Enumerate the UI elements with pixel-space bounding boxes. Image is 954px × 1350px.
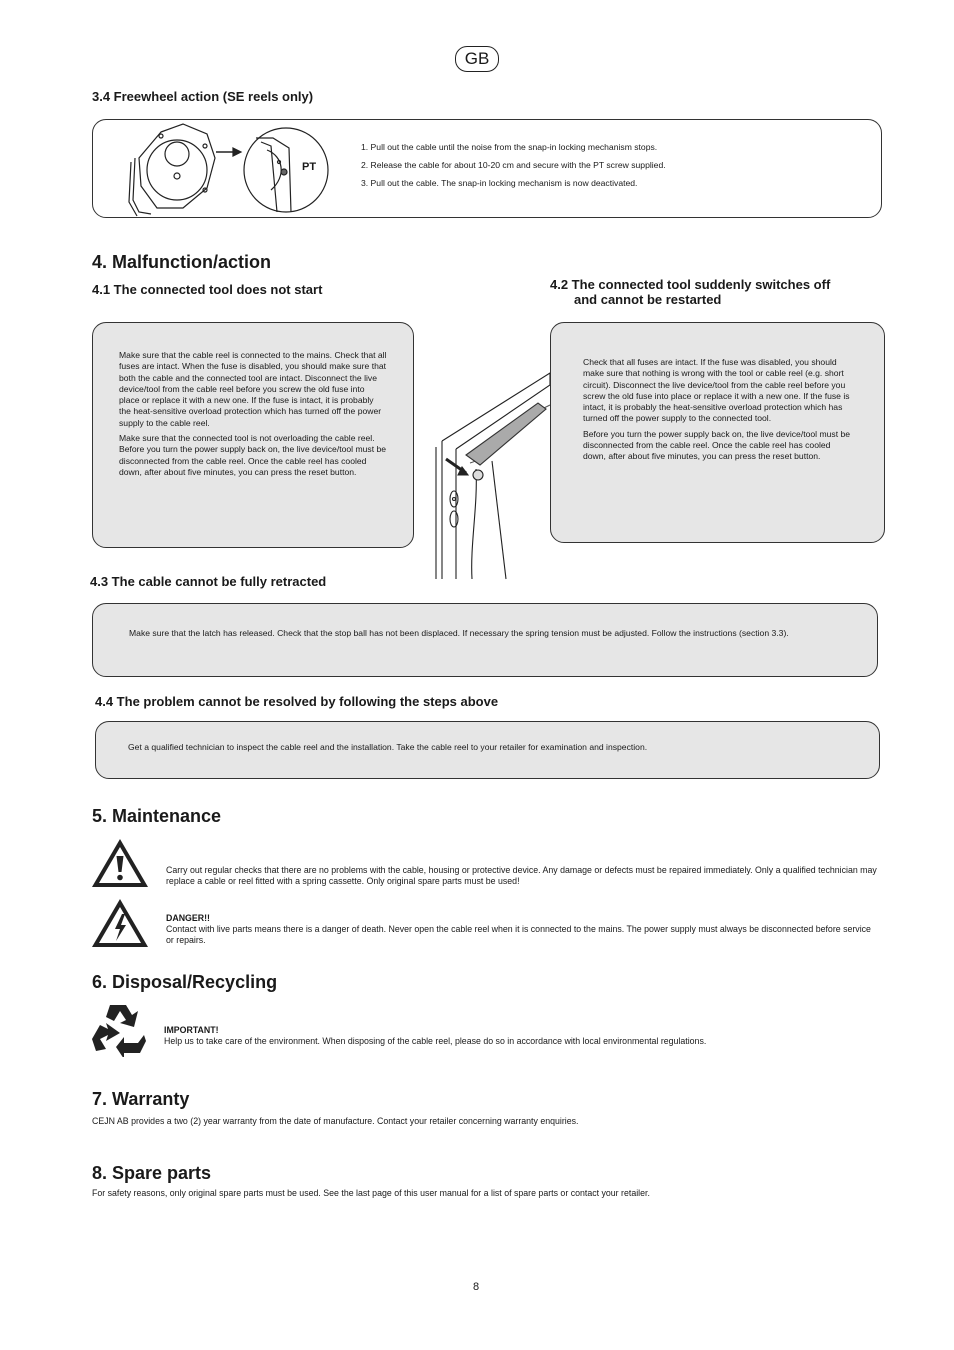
high-voltage-icon	[90, 897, 150, 949]
section-4-2-title	[550, 277, 830, 307]
danger-label: DANGER!!	[166, 913, 210, 923]
disposal-text: Help us to take care of the environment. When disposing of the cable reel, please do so in accordance with local environmental regulations.	[164, 1036, 707, 1046]
recycling-icon	[88, 1001, 148, 1057]
section-3-4-title: 3.4 Freewheel action (SE reels only)	[92, 89, 314, 104]
box-4-1-para-1: Make sure that the cable reel is connected to the mains. Check that all fuses are intact. When the fuse is disabled, you should make sure that both the cable and the connected tool are intact. Disconnect the live device/tool from the cable reel before you screw the old fuse into place or replace it with a new one. If the fuse is intact, it is probably the heat-sensitive overload protection which has turned off the power supply to the cable reel.	[119, 350, 387, 428]
section-6-title: 6. Disposal/Recycling	[92, 972, 278, 992]
wall-bracket-illustration	[430, 365, 554, 580]
warranty-text: CEJN AB provides a two (2) year warranty from the date of manufacture. Contact your retailer concerning warranty enquiries.	[92, 1116, 579, 1126]
section-7-title: 7. Warranty	[92, 1089, 190, 1109]
section-4-2-title-line2: and cannot be restarted	[574, 292, 722, 307]
box-4-1	[92, 322, 414, 548]
page-number: 8	[473, 1281, 480, 1293]
section-4-title: 4. Malfunction/action	[92, 252, 272, 272]
section-5-title: 5. Maintenance	[92, 806, 222, 826]
section-8-title: 8. Spare parts	[92, 1163, 212, 1183]
box-4-1-text	[119, 350, 387, 482]
language-badge: GB	[455, 46, 499, 72]
box-4-4	[95, 721, 880, 779]
box-4-2-para-1: Check that all fuses are intact. If the fuse was disabled, you should make sure that nothing is wrong with the tool or cable reel (e.g. short circuit). Disconnect the live device/tool from the cable reel before you screw the old fuse into place or replace it with a new one. If the fuse is intact, it is probably the heat-sensitive overload protection which has turned off the power supply to the connected tool.	[583, 357, 850, 424]
pt-label: PT	[302, 161, 317, 173]
section-4-3-title: 4.3 The cable cannot be fully retracted	[90, 574, 327, 589]
step-2: 2. Release the cable for about 10-20 cm and secure with the PT screw supplied.	[361, 160, 666, 170]
warning-triangle-icon	[90, 837, 150, 889]
freewheel-steps	[361, 142, 861, 196]
box-4-1-para-2: Make sure that the connected tool is not overloading the cable reel. Before you turn the power supply back on, the live device/tool must be disconnected from the cable reel. Once the cable reel has cooled down, after about five minutes, you can press the reset button.	[119, 433, 387, 477]
box-4-2-text	[583, 357, 853, 467]
section-4-2-title-line1: 4.2 The connected tool suddenly switches off	[550, 277, 831, 292]
box-4-3-text: Make sure that the latch has released. Check that the stop ball has not been displaced. If necessary the spring tension must be adjusted. Follow the instructions (section 3.3).	[129, 628, 789, 638]
box-4-3	[92, 603, 878, 677]
step-3: 3. Pull out the cable. The snap-in locking mechanism is now deactivated.	[361, 178, 638, 188]
box-4-2	[550, 322, 885, 543]
danger-text: Contact with live parts means there is a danger of death. Never open the cable reel when it is connected to the mains. The power supply must always be disconnected before service or repairs.	[166, 924, 871, 945]
section-4-1-title: 4.1 The connected tool does not start	[92, 282, 323, 297]
step-1: 1. Pull out the cable until the noise from the snap-in locking mechanism stops.	[361, 142, 658, 152]
spare-parts-text: For safety reasons, only original spare parts must be used. See the last page of this user manual for a list of spare parts or contact your retailer.	[92, 1188, 650, 1198]
important-label: IMPORTANT!	[164, 1025, 219, 1035]
section-4-4-title: 4.4 The problem cannot be resolved by following the steps above	[95, 694, 499, 709]
box-4-4-text: Get a qualified technician to inspect the cable reel and the installation. Take the cable reel to your retailer for examination and inspection.	[128, 742, 648, 752]
box-4-2-para-2: Before you turn the power supply back on, the live device/tool must be disconnected from the cable reel. Once the cable reel has cooled down, after about five minutes, you can press the reset button.	[583, 428, 851, 462]
maintenance-text: Carry out regular checks that there are no problems with the cable, housing or protective device. Any damage or defects must be repaired immediately. Only a qualified technician may replace a cable or reel fitted with a spring cassette. Only original spare parts must be used!	[166, 865, 877, 886]
freewheel-box	[92, 119, 882, 218]
